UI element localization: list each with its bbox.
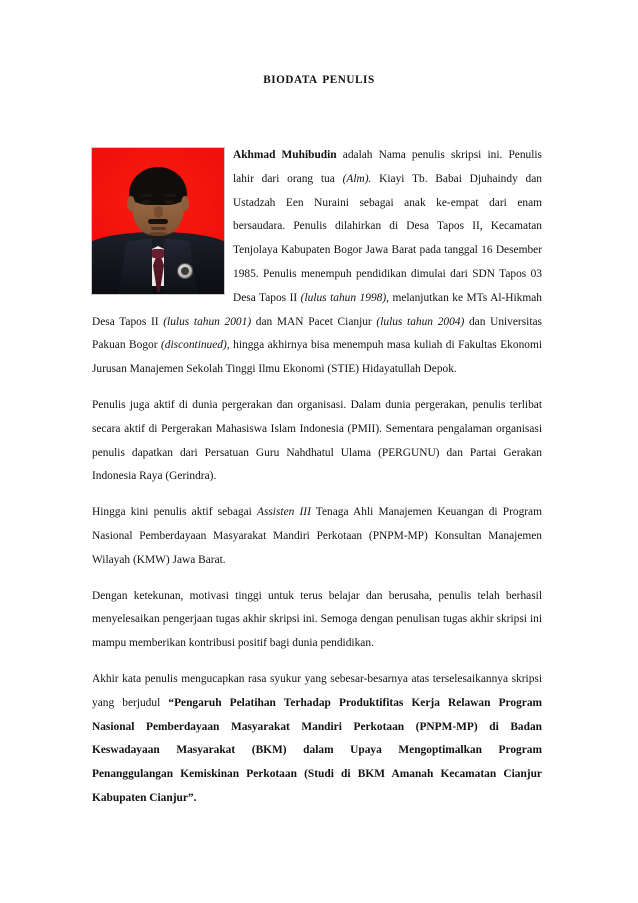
author-portrait-photo bbox=[92, 148, 224, 294]
portrait-ear-right bbox=[181, 196, 189, 211]
paragraph-p5 bbox=[92, 668, 542, 811]
text-run-normal: Tenaga Ahli Manajemen Keuangan di Program Nasional Pemberdayaan Masyarakat Mandiri Perkotaan (PNPM-MP) Konsultan Manajemen Wilayah (KMW) Jawa Barat. bbox=[92, 506, 542, 566]
paragraph-p2 bbox=[92, 394, 542, 489]
portrait-eye-right bbox=[164, 200, 174, 204]
text-run-italic: (lulus tahun 2001) bbox=[163, 315, 252, 328]
portrait-lapel-emblem bbox=[178, 264, 192, 278]
text-run-normal: Penulis juga aktif di dunia pergerakan dan organisasi. Dalam dunia pergerakan, penulis terlibat secara aktif di Pergerakan Mahasiswa Islam Indonesia (PMII). Sementara pengalaman organisasi penulis dapatkan dari Persatuan Guru Nahdhatul Ulama (PERGUNU) dan Partai Gerakan Indonesia Raya (Gerindra). bbox=[92, 398, 542, 483]
text-run-normal: , melanjutkan ke MTs Al-Hikmah Desa Tapos II bbox=[92, 291, 542, 328]
text-run-italic: (lulus tahun 1998) bbox=[300, 291, 387, 304]
text-run-normal: Akhir kata penulis mengucapkan rasa syukur yang sebesar-besarnya atas terselesaikannya skripsi yang berjudul bbox=[92, 672, 542, 709]
portrait-tie-knot bbox=[152, 249, 164, 258]
text-run-normal: dan Universitas Pakuan Bogor bbox=[92, 315, 542, 352]
page-title: BIODATA PENULIS bbox=[263, 74, 375, 86]
text-run-italic: (lulus tahun 2004) bbox=[376, 315, 465, 328]
portrait-ear-left bbox=[127, 196, 135, 211]
text-run-normal: Kiayi Tb. Babai Djuhaindy dan Ustadzah Een Nuraini sebagai anak ke-empat dari enam bersaudara. Penulis dilahirkan di Desa Tapos II, Kecamatan Tenjolaya Kabupaten Bogor Jawa Barat pada tanggal 16 Desember 1985. Penulis menempuh pendidikan dimulai dari SDN Tapos 03 Desa Tapos II bbox=[233, 172, 542, 304]
text-run-italic: Assisten III bbox=[256, 506, 311, 519]
paragraph-p4 bbox=[92, 585, 542, 656]
portrait-chin-shadow bbox=[145, 232, 171, 240]
portrait-eye-left bbox=[141, 200, 151, 204]
portrait-eyebrow-left bbox=[140, 194, 153, 197]
text-run-normal: Dengan ketekunan, motivasi tinggi untuk terus belajar dan berusaha, penulis telah berhasil menyelesaikan pengerjaan tugas akhir skripsi ini. Semoga dengan penulisan tugas akhir skripsi ini mampu memberikan kontribusi positif bagi dunia pendidikan. bbox=[92, 589, 542, 650]
text-run-bold: Akhmad Muhibudin bbox=[233, 149, 337, 161]
portrait-nose bbox=[154, 206, 163, 218]
portrait-eyebrow-right bbox=[163, 194, 176, 197]
text-run-bold: “Pengaruh Pelatihan Terhadap Produktifitas Kerja Relawan Program Nasional Pemberdayaan Masyarakat Mandiri Perkotaan (PNPM-MP) di Badan Keswadayaan Masyarakat (BKM) dalam Upaya Mengoptimalkan Program Penanggulangan Kemiskinan Perkotaan (Studi di BKM Amanah Kecamatan Cianjur Kabupaten Cianjur”. bbox=[92, 696, 543, 804]
text-run-italic: (Alm). bbox=[342, 172, 372, 185]
text-run-normal: Hingga kini penulis aktif sebagai bbox=[92, 506, 257, 519]
text-run-italic: (discontinued) bbox=[161, 339, 227, 352]
text-run-normal: , hingga akhirnya bisa menempuh masa kuliah di Fakultas Ekonomi Jurusan Manajemen Sekolah Tinggi Ilmu Ekonomi (STIE) Hidayatullah Depok. bbox=[92, 339, 542, 376]
paragraph-p3 bbox=[92, 501, 542, 572]
text-run-normal: dan MAN Pacet Cianjur bbox=[251, 315, 377, 328]
portrait-mouth bbox=[151, 227, 166, 230]
document-body bbox=[92, 144, 542, 811]
portrait-mustache bbox=[148, 219, 168, 224]
text-run-normal: adalah Nama penulis skripsi ini. Penulis lahir dari orang tua bbox=[233, 149, 542, 185]
